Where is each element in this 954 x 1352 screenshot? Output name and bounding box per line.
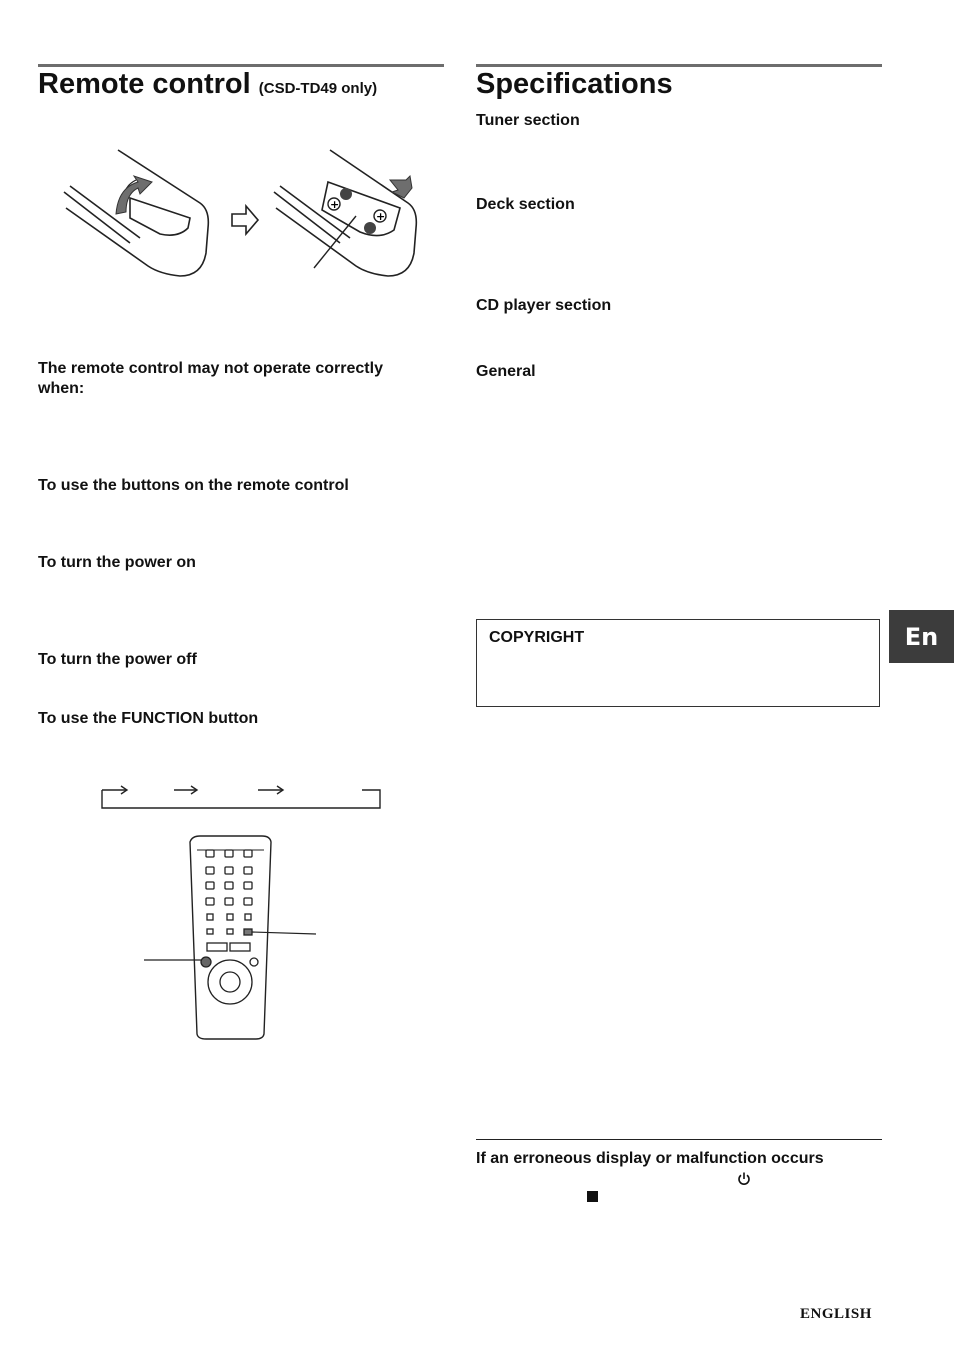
left-title-rule: [38, 64, 444, 67]
specifications-title: Specifications: [476, 68, 673, 100]
function-button-callout: [252, 932, 316, 934]
next-step-arrow-icon: [232, 206, 258, 234]
svg-text:+: +: [376, 210, 386, 223]
use-buttons-heading: To use the buttons on the remote control: [38, 477, 349, 494]
may-not-operate-heading: The remote control may not operate correctly when:: [38, 360, 383, 397]
copyright-box: [476, 619, 880, 707]
deck-section-heading: Deck section: [476, 196, 575, 213]
right-title-rule: [476, 64, 882, 67]
footer-language-label: ENGLISH: [800, 1306, 872, 1322]
function-button-heading: To use the FUNCTION button: [38, 710, 259, 727]
remote-control-title: [38, 68, 377, 105]
remote-control-drawing: [140, 834, 320, 1044]
language-tab: En: [889, 610, 954, 663]
function-cycle-diagram: [100, 780, 384, 812]
stop-square-icon: [587, 1191, 598, 1202]
power-icon: [737, 1172, 751, 1186]
remote-open-cover-drawing: [64, 150, 208, 276]
title-text: Remote control: [38, 68, 251, 100]
erroneous-display-heading: If an erroneous display or malfunction occurs: [476, 1150, 824, 1167]
copyright-heading: COPYRIGHT: [489, 629, 585, 646]
title-model-note: (CSD-TD49 only): [258, 80, 378, 97]
general-heading: General: [476, 363, 536, 380]
power-off-heading: To turn the power off: [38, 651, 197, 668]
battery-insertion-illustration: [60, 148, 430, 278]
cd-player-section-heading: CD player section: [476, 297, 612, 314]
power-on-heading: To turn the power on: [38, 554, 196, 571]
insert-arrow-icon: [390, 176, 412, 198]
section-divider: [476, 1139, 882, 1140]
tuner-section-heading: Tuner section: [476, 112, 580, 129]
svg-text:+: +: [330, 198, 340, 211]
remote-battery-compartment-drawing: [274, 150, 416, 276]
